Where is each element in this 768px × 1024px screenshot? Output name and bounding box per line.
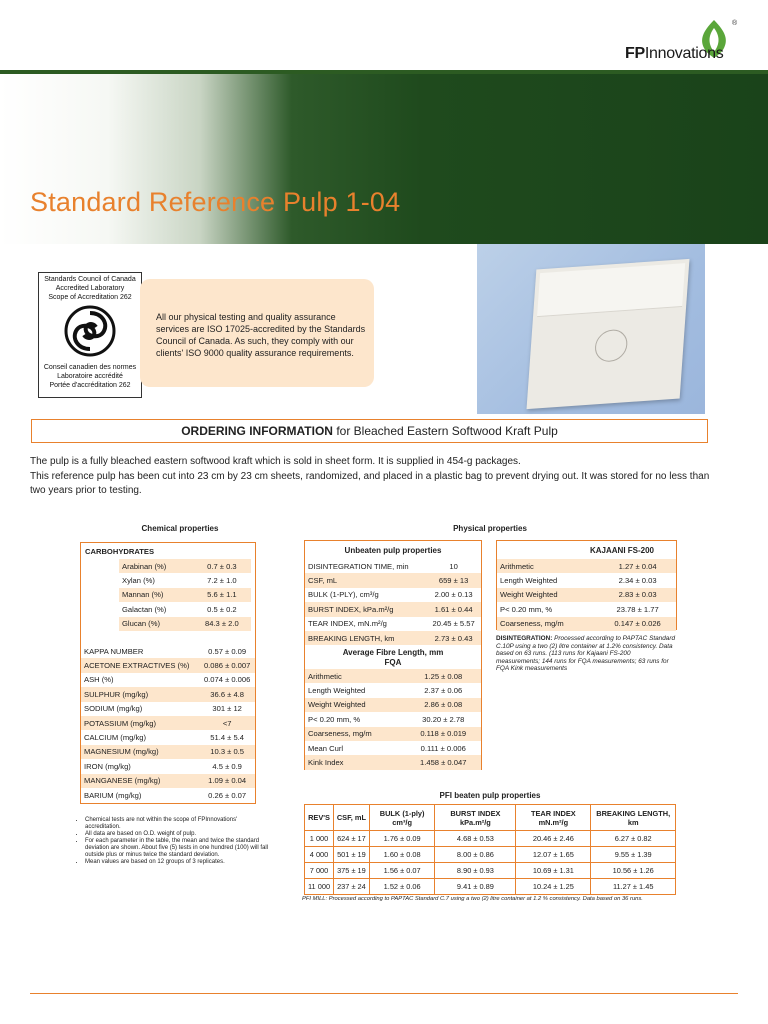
row-label: KAPPA NUMBER bbox=[84, 646, 144, 656]
pfi-cell: 10.69 ± 1.31 bbox=[516, 863, 591, 879]
pfi-column-header: BURST INDEX kPa.m²/g bbox=[435, 805, 516, 831]
table-row bbox=[81, 788, 255, 802]
row-value: 2.86 ± 0.08 bbox=[424, 700, 463, 710]
pfi-cell: 1.52 ± 0.06 bbox=[369, 879, 435, 895]
bag-seal bbox=[537, 263, 685, 317]
table-row bbox=[305, 741, 481, 755]
row-value: 0.074 ± 0.006 bbox=[203, 675, 251, 685]
pfi-cell: 8.90 ± 0.93 bbox=[435, 863, 516, 879]
row-label: Length Weighted bbox=[308, 686, 366, 696]
row-value: 0.5 ± 0.2 bbox=[207, 604, 237, 614]
pfi-column-header: CSF, mL bbox=[334, 805, 370, 831]
logo-text: FPInnovations bbox=[625, 45, 724, 62]
table-row bbox=[305, 727, 481, 741]
row-label: P< 0.20 mm, % bbox=[500, 604, 553, 614]
pfi-cell: 1.56 ± 0.07 bbox=[369, 863, 435, 879]
row-value: 2.34 ± 0.03 bbox=[618, 576, 657, 586]
cert-line: Laboratoire accrédité bbox=[57, 373, 123, 380]
row-value: 1.27 ± 0.04 bbox=[618, 561, 657, 571]
row-label: Arabinan (%) bbox=[122, 561, 167, 571]
pfi-cell: 1 000 bbox=[305, 831, 334, 847]
pfi-cell: 9.41 ± 0.89 bbox=[435, 879, 516, 895]
row-value: 0.26 ± 0.07 bbox=[208, 790, 247, 800]
pfi-note: PFI MILL: Processed according to PAPTAC Standard C.7 using a two (2) litre container at 1.2 % consistency. Data based on 36 runs. bbox=[302, 896, 643, 902]
row-label: Mannan (%) bbox=[122, 590, 164, 600]
row-value: 36.6 ± 4.8 bbox=[210, 689, 245, 699]
row-label: Arithmetic bbox=[308, 671, 342, 681]
table-row bbox=[81, 716, 255, 730]
table-row bbox=[497, 559, 676, 573]
row-value: 659 ± 13 bbox=[438, 576, 469, 586]
kajaani-table bbox=[496, 540, 677, 630]
row-label: CALCIUM (mg/kg) bbox=[84, 733, 147, 743]
row-value: 51.4 ± 5.4 bbox=[210, 733, 245, 743]
row-value: 2.37 ± 0.06 bbox=[424, 686, 463, 696]
row-value: 0.57 ± 0.09 bbox=[208, 646, 247, 656]
cert-line: Scope of Accreditation 262 bbox=[48, 294, 132, 301]
row-value: 20.45 ± 5.57 bbox=[432, 619, 475, 629]
row-value: 5.6 ± 1.1 bbox=[207, 590, 237, 600]
pfi-cell: 624 ± 17 bbox=[334, 831, 370, 847]
pfi-cell: 10.56 ± 1.26 bbox=[591, 863, 676, 879]
footnote-item: • For each parameter in the table, the mean and twice the standard deviation are shown. About five (5) tests in one hundred (100) will fall outside plus or minus twice the standard deviation. bbox=[85, 838, 270, 859]
row-value: 7.2 ± 1.0 bbox=[207, 576, 237, 586]
table-row bbox=[497, 573, 676, 587]
row-value: 10.3 ± 0.5 bbox=[210, 747, 245, 757]
row-label: DISINTEGRATION TIME, min bbox=[308, 561, 409, 571]
ordering-heading: ORDERING INFORMATION for Bleached Eastern Softwood Kraft Pulp bbox=[31, 419, 708, 443]
table-row bbox=[119, 588, 251, 602]
table-row bbox=[305, 588, 481, 602]
pfi-column-header: BREAKING LENGTH, km bbox=[591, 805, 676, 831]
row-label: Coarseness, mg/m bbox=[500, 619, 564, 629]
table-row bbox=[305, 559, 481, 573]
row-value: 0.7 ± 0.3 bbox=[207, 561, 237, 571]
row-value: 1.458 ± 0.047 bbox=[420, 758, 467, 768]
chem-rows-table bbox=[81, 644, 255, 802]
cert-line: Portée d'accréditation 262 bbox=[49, 382, 131, 389]
row-label: IRON (mg/kg) bbox=[84, 761, 131, 771]
pfi-cell: 4 000 bbox=[305, 847, 334, 863]
cert-line: Accredited Laboratory bbox=[55, 285, 125, 292]
row-value: 0.147 ± 0.026 bbox=[614, 619, 661, 629]
row-label: BARIUM (mg/kg) bbox=[84, 790, 142, 800]
table-row bbox=[497, 602, 676, 616]
pfi-cell: 9.55 ± 1.39 bbox=[591, 847, 676, 863]
row-label: Mean Curl bbox=[308, 743, 344, 753]
table-row bbox=[81, 687, 255, 701]
table-row bbox=[119, 617, 251, 631]
row-value: 2.00 ± 0.13 bbox=[434, 590, 473, 600]
pfi-column-header: BULK (1-ply) cm³/g bbox=[369, 805, 435, 831]
row-value: 1.09 ± 0.04 bbox=[208, 776, 247, 786]
pfi-cell: 20.46 ± 2.46 bbox=[516, 831, 591, 847]
row-label: P< 0.20 mm, % bbox=[308, 714, 361, 724]
accreditation-seal bbox=[38, 272, 142, 398]
table-row bbox=[81, 702, 255, 716]
table-row bbox=[119, 559, 251, 573]
row-value: 10 bbox=[449, 561, 458, 571]
table-row bbox=[305, 602, 481, 616]
page-title: Standard Reference Pulp 1-04 bbox=[30, 187, 401, 217]
registered-mark: ® bbox=[732, 20, 738, 27]
row-label: MAGNESIUM (mg/kg) bbox=[84, 747, 159, 757]
row-label: MANGANESE (mg/kg) bbox=[84, 776, 161, 786]
pfi-row bbox=[305, 863, 676, 879]
table-row bbox=[305, 712, 481, 726]
cert-line: Standards Council of Canada bbox=[44, 276, 136, 283]
pfi-column-header: REV'S bbox=[305, 805, 334, 831]
row-label: Coarseness, mg/m bbox=[308, 729, 372, 739]
intro-line: The pulp is a fully bleached eastern softwood kraft which is sold in sheet form. It is supplied in 454-g packages. bbox=[30, 456, 521, 467]
table-row bbox=[305, 669, 481, 683]
row-label: BURST INDEX, kPa.m²/g bbox=[308, 604, 394, 614]
row-value: 1.25 ± 0.08 bbox=[424, 671, 463, 681]
kajaani-rows bbox=[497, 559, 676, 631]
row-value: 0.118 ± 0.019 bbox=[420, 729, 467, 739]
pfi-cell: 237 ± 24 bbox=[334, 879, 370, 895]
pfi-cell: 8.00 ± 0.86 bbox=[435, 847, 516, 863]
footnote-item: • All data are based on O.D. weight of pulp. bbox=[85, 831, 270, 838]
row-label: SULPHUR (mg/kg) bbox=[84, 689, 149, 699]
unbeaten-rows bbox=[305, 559, 481, 645]
intro-line: This reference pulp has been cut into 23 cm by 23 cm sheets, randomized, and placed in a plastic bag to prevent drying out. It was stored for no less than two years prior to testing. bbox=[30, 470, 710, 496]
kajaani-heading: KAJAANI FS-200 bbox=[589, 546, 654, 555]
bag-label bbox=[594, 329, 628, 363]
row-value: 2.83 ± 0.03 bbox=[618, 590, 657, 600]
row-label: BREAKING LENGTH, km bbox=[308, 633, 395, 643]
table-row bbox=[81, 759, 255, 773]
row-label: Arithmetic bbox=[500, 561, 534, 571]
pfi-row bbox=[305, 831, 676, 847]
pfi-cell: 11.27 ± 1.45 bbox=[591, 879, 676, 895]
row-value: 0.111 ± 0.006 bbox=[420, 743, 466, 753]
carbs-table bbox=[119, 559, 251, 631]
table-row bbox=[119, 573, 251, 587]
pfi-cell: 12.07 ± 1.65 bbox=[516, 847, 591, 863]
pulp-package-photo bbox=[477, 244, 705, 414]
footnote-item: • Chemical tests are not within the scope of FPInnovations' accreditation. bbox=[85, 817, 270, 831]
table-row bbox=[305, 755, 481, 769]
table-row bbox=[305, 631, 481, 645]
row-value: 0.086 ± 0.007 bbox=[203, 661, 251, 671]
pulp-bag bbox=[527, 259, 690, 409]
footer-rule bbox=[30, 993, 738, 994]
fqa-rows bbox=[305, 669, 481, 770]
pfi-column-header: TEAR INDEX mN.m²/g bbox=[516, 805, 591, 831]
intro-text bbox=[30, 455, 720, 499]
pfi-cell: 10.24 ± 1.25 bbox=[516, 879, 591, 895]
row-label: Galactan (%) bbox=[122, 604, 167, 614]
table-row bbox=[305, 683, 481, 697]
row-label: BULK (1-PLY), cm³/g bbox=[308, 590, 379, 600]
row-label: POTASSIUM (mg/kg) bbox=[84, 718, 157, 728]
pfi-table bbox=[304, 804, 676, 895]
row-value: 4.5 ± 0.9 bbox=[212, 761, 242, 771]
row-label: Xylan (%) bbox=[122, 576, 155, 586]
row-value: <7 bbox=[222, 718, 232, 728]
pfi-cell: 1.76 ± 0.09 bbox=[369, 831, 435, 847]
physical-heading: Physical properties bbox=[453, 524, 527, 533]
pfi-cell: 375 ± 19 bbox=[334, 863, 370, 879]
table-row bbox=[81, 745, 255, 759]
chemical-table bbox=[80, 542, 256, 804]
table-row bbox=[81, 673, 255, 687]
row-value: 30.20 ± 2.78 bbox=[422, 714, 465, 724]
scc-swirl-icon bbox=[64, 305, 116, 357]
table-row bbox=[305, 617, 481, 631]
table-row bbox=[81, 774, 255, 788]
pfi-cell: 11 000 bbox=[305, 879, 334, 895]
pfi-cell: 501 ± 19 bbox=[334, 847, 370, 863]
pfi-cell: 4.68 ± 0.53 bbox=[435, 831, 516, 847]
row-label: Length Weighted bbox=[500, 576, 558, 586]
pfi-row bbox=[305, 879, 676, 895]
row-value: 84.3 ± 2.0 bbox=[205, 619, 239, 629]
row-label: Weight Weighted bbox=[308, 700, 366, 710]
pfi-cell: 7 000 bbox=[305, 863, 334, 879]
cert-line: Conseil canadien des normes bbox=[43, 364, 137, 371]
pfi-heading: PFI beaten pulp properties bbox=[439, 791, 541, 800]
row-label: ACETONE EXTRACTIVES (%) bbox=[84, 661, 190, 671]
row-label: Kink Index bbox=[308, 758, 344, 768]
footnotes bbox=[75, 817, 270, 866]
banner-strip bbox=[0, 70, 768, 74]
row-value: 1.61 ± 0.44 bbox=[434, 604, 473, 614]
table-row bbox=[119, 602, 251, 616]
row-label: SODIUM (mg/kg) bbox=[84, 704, 143, 714]
pfi-cell: 6.27 ± 0.82 bbox=[591, 831, 676, 847]
fqa-heading: Average Fibre Length, mm FQA bbox=[342, 648, 444, 667]
table-row bbox=[81, 644, 255, 658]
table-row bbox=[81, 730, 255, 744]
table-row bbox=[305, 698, 481, 712]
table-row bbox=[305, 573, 481, 587]
footnote-item: • Mean values are based on 12 groups of 3 replicates. bbox=[85, 859, 270, 866]
row-label: CSF, mL bbox=[308, 576, 338, 586]
row-label: TEAR INDEX, mN.m²/g bbox=[308, 619, 387, 629]
pfi-row bbox=[305, 847, 676, 863]
unbeaten-heading: Unbeaten pulp properties bbox=[344, 546, 442, 555]
table-row bbox=[497, 588, 676, 602]
fpinnovations-logo bbox=[595, 18, 765, 68]
chemical-heading: Chemical properties bbox=[141, 524, 219, 533]
row-value: 301 ± 12 bbox=[212, 704, 242, 714]
pfi-cell: 1.60 ± 0.08 bbox=[369, 847, 435, 863]
accreditation-text: All our physical testing and quality assurance services are ISO 17025-accredited by the Standards Council of Canada. As such, they comply with our clients' ISO 9000 quality assurance requirements. bbox=[156, 312, 366, 358]
table-row bbox=[81, 658, 255, 672]
row-label: ASH (%) bbox=[84, 675, 114, 685]
row-label: Glucan (%) bbox=[122, 619, 160, 629]
table-row bbox=[497, 617, 676, 631]
unbeaten-table bbox=[304, 540, 482, 770]
carbohydrates-label: CARBOHYDRATES bbox=[85, 547, 155, 556]
row-value: 23.78 ± 1.77 bbox=[616, 604, 659, 614]
row-label: Weight Weighted bbox=[500, 590, 558, 600]
row-value: 2.73 ± 0.43 bbox=[434, 633, 473, 643]
disintegration-note: DISINTEGRATION: Processed according to PAPTAC Standard C.10P using a two (2) litre container at 1.2% consistency. Data based on 63 runs. (113 runs for Kajaani FS-200 measurements; 144 runs for FQA measurements; 63 runs for FQA Kink measurements bbox=[496, 635, 676, 672]
